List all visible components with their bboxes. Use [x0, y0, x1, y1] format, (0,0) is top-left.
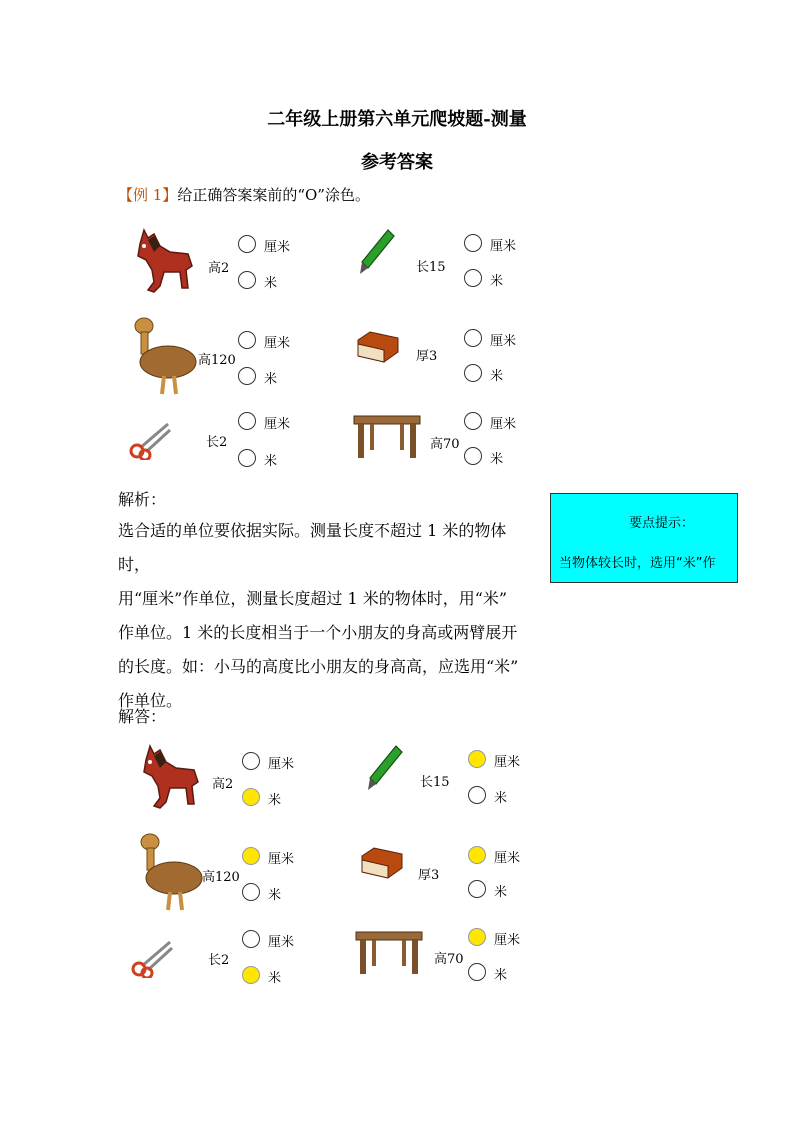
- item-label-pen: 长15: [416, 260, 446, 275]
- answer-circle-horse-cm[interactable]: [242, 752, 260, 770]
- option-label-cm: 厘米: [490, 417, 517, 432]
- option-label-m: 米: [494, 791, 508, 806]
- option-label-m: 米: [490, 274, 504, 289]
- item-label-book: 厚3: [416, 349, 438, 364]
- answer-heading: 解答：: [118, 707, 167, 726]
- option-label-m: 米: [490, 369, 504, 384]
- item-label-pen: 长15: [420, 775, 450, 790]
- page-subtitle: 参考答案: [361, 152, 433, 173]
- analysis-line: 选合适的单位要依据实际。测量长度不超过 1 米的物体时，: [118, 521, 507, 574]
- analysis-line: 的长度。如：小马的高度比小朋友的身高高，应选用“米”: [118, 657, 519, 676]
- option-label-cm: 厘米: [494, 933, 521, 948]
- analysis-line: 作单位。: [118, 691, 183, 710]
- answer-circle-pen-cm[interactable]: [468, 750, 486, 768]
- answer-circle-ostrich-m[interactable]: [242, 883, 260, 901]
- answer-circle-horse-m[interactable]: [242, 788, 260, 806]
- book-icon: [358, 846, 404, 880]
- option-label-cm: 厘米: [268, 935, 295, 950]
- answer-circle-book-cm[interactable]: [468, 846, 486, 864]
- item-label-table: 高70: [434, 952, 464, 967]
- item-label-ostrich: 高120: [202, 870, 240, 885]
- item-label-ostrich: 高120: [198, 353, 236, 368]
- option-label-cm: 厘米: [268, 852, 295, 867]
- answer-circle-scissors-m[interactable]: [242, 966, 260, 984]
- answer-circle-book-m[interactable]: [468, 880, 486, 898]
- tip-text: 当物体较长时，选用“米”作: [559, 556, 716, 571]
- answer-circle-ostrich-cm[interactable]: [242, 847, 260, 865]
- analysis-line: 作单位。1 米的长度相当于一个小朋友的身高或两臂展开: [118, 623, 518, 642]
- option-label-m: 米: [494, 968, 508, 983]
- answer-circle-table-cm[interactable]: [468, 928, 486, 946]
- option-label-m: 米: [264, 454, 278, 469]
- item-label-horse: 高2: [208, 261, 230, 276]
- option-label-cm: 厘米: [490, 239, 517, 254]
- answer-circle-scissors-cm[interactable]: [242, 930, 260, 948]
- analysis-heading: 解析：: [118, 490, 167, 509]
- option-label-cm: 厘米: [264, 417, 291, 432]
- example-tag: 【例 1】: [118, 186, 178, 204]
- item-label-scissors: 长2: [208, 953, 230, 968]
- item-label-horse: 高2: [212, 777, 234, 792]
- option-label-m: 米: [264, 276, 278, 291]
- pen-icon: [364, 744, 404, 794]
- tip-heading: 要点提示：: [629, 516, 695, 531]
- answer-circle-pen-m[interactable]: [468, 786, 486, 804]
- option-label-cm: 厘米: [264, 336, 291, 351]
- option-label-m: 米: [268, 888, 282, 903]
- example-prompt: 给正确答案案前的“O”涂色。: [177, 186, 370, 204]
- option-label-cm: 厘米: [490, 334, 517, 349]
- option-label-cm: 厘米: [264, 240, 291, 255]
- scissors-icon: [130, 938, 174, 978]
- option-label-cm: 厘米: [494, 755, 521, 770]
- item-label-book: 厚3: [418, 868, 440, 883]
- item-label-table: 高70: [430, 437, 460, 452]
- analysis-line: 用“厘米”作单位，测量长度超过 1 米的物体时，用“米”: [118, 589, 508, 608]
- table-icon: [354, 930, 424, 976]
- option-label-m: 米: [264, 372, 278, 387]
- option-label-cm: 厘米: [268, 757, 295, 772]
- option-label-m: 米: [490, 452, 504, 467]
- option-label-cm: 厘米: [494, 851, 521, 866]
- page-title: 二年级上册第六单元爬坡题-测量: [267, 109, 527, 130]
- answer-circle-table-m[interactable]: [468, 963, 486, 981]
- option-label-m: 米: [268, 971, 282, 986]
- option-label-m: 米: [268, 793, 282, 808]
- horse-icon: [136, 742, 202, 812]
- option-label-m: 米: [494, 885, 508, 900]
- ostrich-icon: [134, 832, 206, 914]
- item-label-scissors: 长2: [206, 435, 228, 450]
